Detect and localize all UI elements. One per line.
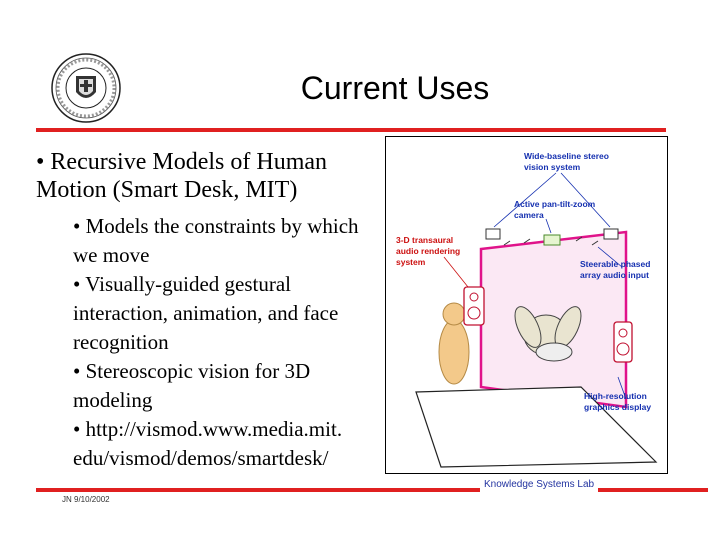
lab-name: Knowledge Systems Lab bbox=[480, 478, 598, 492]
label-camera-line2: camera bbox=[514, 210, 544, 220]
sub-bullet-constraints: • Models the constraints by which we move bbox=[73, 214, 359, 267]
sub-bullet-stereoscopic: • Stereoscopic vision for 3D modeling bbox=[73, 359, 311, 412]
slide-date: JN 9/10/2002 bbox=[62, 495, 110, 504]
label-audio-line1: 3-D transaural bbox=[396, 235, 454, 245]
smart-desk-illustration bbox=[385, 136, 668, 474]
label-array-line1: Steerable phased bbox=[580, 259, 651, 269]
label-display-line1: High-resolution bbox=[584, 391, 647, 401]
label-camera-line1: Active pan-tilt-zoom bbox=[514, 199, 596, 209]
label-audio-line2: audio rendering bbox=[396, 246, 461, 256]
sub-bullet-url: • http://vismod.www.media.mit. edu/vismod/demos/smartdesk/ bbox=[73, 417, 343, 470]
label-display-line2: graphics display bbox=[584, 402, 652, 412]
top-divider bbox=[36, 128, 666, 132]
slide-title: Current Uses bbox=[300, 70, 490, 106]
bullet-list bbox=[36, 148, 384, 473]
sub-bullet-list bbox=[73, 212, 384, 473]
sub-bullet-gestural: • Visually-guided gestural interaction, animation, and face recognition bbox=[73, 272, 339, 354]
bottom-divider bbox=[36, 488, 708, 492]
main-bullet: • Recursive Models of Human Motion (Smart Desk, MIT) bbox=[36, 149, 328, 203]
label-array-line2: array audio input bbox=[580, 270, 649, 280]
label-stereo-line1: Wide-baseline stereo bbox=[524, 151, 609, 161]
university-seal-logo bbox=[50, 52, 122, 124]
label-stereo-line2: vision system bbox=[524, 162, 581, 172]
label-audio-line3: system bbox=[396, 257, 426, 267]
